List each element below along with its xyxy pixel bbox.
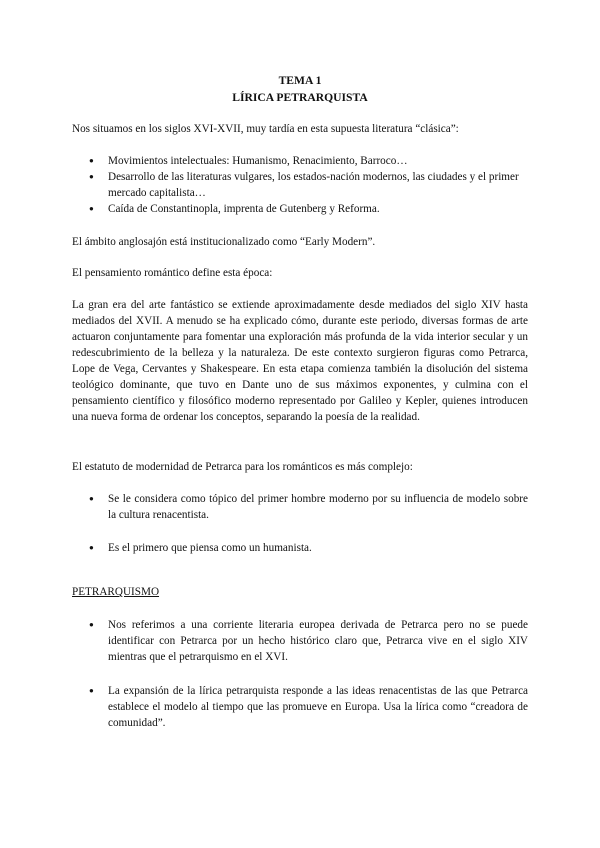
anglo-paragraph: El ámbito anglosajón está institucionalizado como “Early Modern”. [72, 236, 376, 248]
list-item: ● Nos referimos a una corriente literaria europea derivada de Petrarca pero no se puede identificar con Petrarca por un hecho histórico claro que, Petrarca vive en el siglo XIV mientras que el petrarquismo en el XVI. [72, 617, 528, 665]
estatuto-bullet-list [72, 491, 528, 523]
petrarquismo-bullet-list-2 [72, 683, 528, 731]
list-item: ● Caída de Constantinopla, imprenta de Gutenberg y Reforma. [72, 201, 528, 217]
intro-paragraph: Nos situamos en los siglos XVI-XVII, muy tardía en esta supuesta literatura “clásica”: [72, 123, 459, 135]
list-item: ● La expansión de la lírica petrarquista responde a las ideas renacentistas de las que Petrarca establece el modelo al tiempo que las promueve en Europa. Usa la lírica como “creadora de comunidad”. [72, 683, 528, 731]
list-item: ● Movimientos intelectuales: Humanismo, Renacimiento, Barroco… [72, 153, 528, 169]
romantic-paragraph: El pensamiento romántico define esta época: [72, 267, 273, 279]
list-item: ● Se le considera como tópico del primer hombre moderno por su influencia de modelo sobre la cultura renacentista. [72, 491, 528, 523]
list-item: ● Desarrollo de las literaturas vulgares, los estados-nación modernos, las ciudades y el primer mercado capitalista… [72, 169, 528, 201]
era-paragraph: La gran era del arte fantástico se extiende aproximadamente desde mediados del siglo XIV hasta mediados del XVII. A menudo se ha explicado cómo, durante este periodo, diversas formas de arte actuaron conjuntamente para fomentar una exploración más profunda de la vida interior secular y un redescubrimiento de la belleza y la naturaleza. De este contexto surgieron figuras como Petrarca, Lope de Vega, Cervantes y Shakespeare. En esta etapa comienza también la disolución del sistema teológico dominante, que tuvo en Dante uno de sus máximos exponentes, y culmina con el pensamiento científico y filosófico moderno representado por Galileo y Kepler, quienes introducen una nueva forma de ordenar los conceptos, separando la poesía de la realidad. [72, 299, 528, 423]
title-topic: TEMA 1 [278, 74, 322, 87]
title-block [0, 72, 600, 106]
petrarquismo-bullet-list [72, 617, 528, 665]
estatuto-bullet-list-2 [72, 540, 528, 556]
list-item: ● Es el primero que piensa como un humanista. [72, 540, 528, 556]
section-heading: PETRARQUISMO [72, 586, 160, 598]
estatuto-paragraph: El estatuto de modernidad de Petrarca para los románticos es más complejo: [72, 461, 413, 473]
intro-bullet-list [72, 153, 528, 217]
title-subject: LÍRICA PETRARQUISTA [232, 91, 368, 104]
